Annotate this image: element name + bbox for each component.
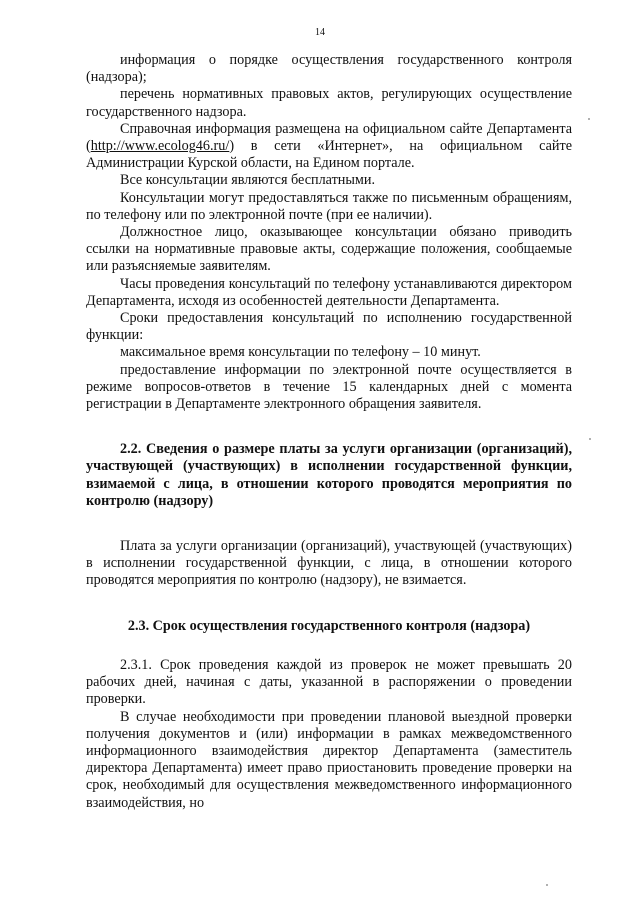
paragraph-max-time: максимальное время консультации по телефону – 10 минут. [120, 344, 481, 361]
paragraph-consultation-channels: Консультации могут предоставляться также по письменным обращениям, по телефону или по электронной почте (при ее наличии). [86, 189, 572, 223]
paragraph-email-info: предоставление информации по электронной почте осуществляется в режиме вопросов-ответов в течение 15 календарных дней с момента регистрации в Департаменте электронного обращения заявителя. [86, 361, 572, 413]
reference-text-after: ) в сети «Интернет», на официальном сайте Администрации Курской области, на Едином портале. [86, 138, 572, 172]
reference-text-before: Справочная информация размещена на официальном сайте Департамента ( [86, 120, 572, 155]
page-number: 14 [315, 27, 325, 38]
section-2-2-text: Плата за услуги организации (организаций), участвующей (участвующих) в исполнении государственной функции, с лица, в отношении которого проводятся мероприятия по контролю (надзору), не взимается. [86, 538, 572, 589]
paragraph-info-order: информация о порядке осуществления государственного контроля (надзора); [86, 52, 572, 86]
paragraph-free-consultations: Все консультации являются бесплатными. [120, 172, 376, 189]
paragraph-official-duty: Должностное лицо, оказывающее консультации обязано приводить ссылки на нормативные правовые акты, содержащие положения, сообщаемые или разъясняемые заявителям. [86, 224, 572, 275]
paragraph-phone-hours: Часы проведения консультаций по телефону устанавливаются директором Департамента, исходя из особенностей деятельности Департамента. [86, 275, 572, 309]
paragraph-reference-info [86, 121, 572, 173]
document-body [86, 52, 572, 812]
department-website-link[interactable]: http://www.ecolog46.ru/ [90, 138, 230, 155]
section-2-3-paragraph-1: 2.3.1. Срок проведения каждой из проверок не может превышать 20 рабочих дней, начиная с даты, указанной в распоряжении о проведении проверки. [86, 656, 572, 708]
section-2-2-heading: 2.2. Сведения о размере платы за услуги организации (организаций), участвующей (участвующих) в исполнении государственной функции, взимаемой с лица, в отношении которого проводятся мероприятия по контролю (надзору) [86, 441, 572, 509]
section-2-3-heading: 2.3. Срок осуществления государственного контроля (надзора) [127, 617, 531, 634]
scan-speck [588, 118, 590, 120]
scan-speck [589, 438, 591, 440]
paragraph-legal-acts: перечень нормативных правовых актов, регулирующих осуществление государственного надзора. [86, 86, 572, 120]
section-2-3-paragraph-2: В случае необходимости при проведении плановой выездной проверки получения документов и (или) информации в рамках межведомственного информационного взаимодействия директор Департамента (заместитель директора Департамента) имеет право приостановить проведение проверки на срок, необходимый для осуществления межведомственного информационного взаимодействия, но [86, 708, 572, 811]
scan-speck [546, 884, 548, 886]
paragraph-terms: Сроки предоставления консультаций по исполнению государственной функции: [86, 310, 572, 344]
